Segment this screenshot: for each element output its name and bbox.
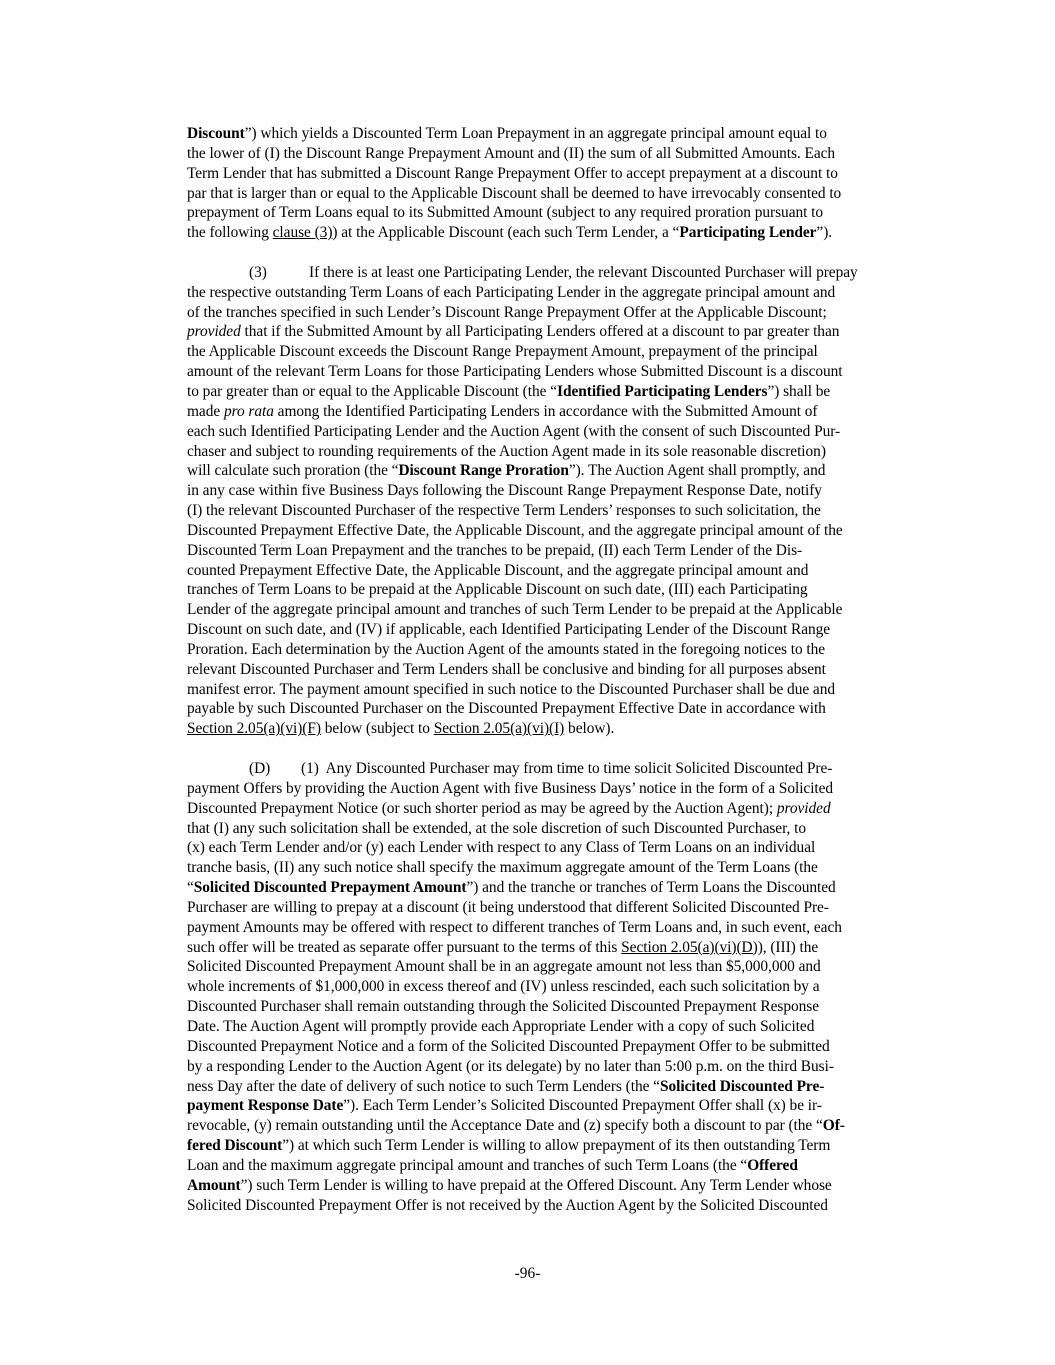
section-reference-d: Section 2.05(a)(vi)(D) xyxy=(621,938,758,956)
para2-line-23: payable by such Discounted Purchaser on the Discounted Prepayment Effective Date in accordance with xyxy=(187,700,826,718)
para2-line-18: Lender of the aggregate principal amount and tranches of such Term Lender to be prepaid at the Applicable xyxy=(187,601,843,619)
para3-line-2: payment Offers by providing the Auction Agent with five Business Days’ notice in the form of a Solicited xyxy=(187,779,834,797)
para3-line-18: payment Response Date”). Each Term Lender’s Solicited Discounted Prepayment Offer shall (x) be ir- xyxy=(187,1097,822,1115)
para2-line-16: counted Prepayment Effective Date, the Applicable Discount, and the aggregate principal amount and xyxy=(187,561,809,579)
para3-line-17: ness Day after the date of delivery of such notice to such Term Lenders (the “Solicited Discounted Pre- xyxy=(187,1077,825,1095)
para2-line-10: chaser and subject to rounding requirements of the Auction Agent made in its sole reasonable discretion) xyxy=(187,442,826,460)
para3-line-16: by a responding Lender to the Auction Agent (or its delegate) by no later than 5:00 p.m. on the third Busi- xyxy=(187,1057,834,1075)
para2-line-22: manifest error. The payment amount specified in such notice to the Discounted Purchaser shall be due and xyxy=(187,680,836,698)
para2-line-12: in any case within five Business Days following the Discount Range Prepayment Response Date, notify xyxy=(187,482,822,500)
para3-line-23: Solicited Discounted Prepayment Offer is not received by the Auction Agent by the Solicited Discounted xyxy=(187,1196,828,1214)
para3-line-1: (D) (1) Any Discounted Purchaser may from time to time solicit Solicited Discounted Pre- xyxy=(249,760,833,777)
para2-line-2: the respective outstanding Term Loans of each Participating Lender in the aggregate principal amount and xyxy=(187,283,836,301)
para3-line-8: Purchaser are willing to prepay at a discount (it being understood that different Solicited Discounted Pre- xyxy=(187,898,829,916)
para2-line-4: provided that if the Submitted Amount by all Participating Lenders offered at a discount to par greater than xyxy=(187,323,840,341)
para3-line-3: Discounted Prepayment Notice (or such shorter period as may be agreed by the Auction Agent); provided xyxy=(187,799,831,817)
clause-number: (1) xyxy=(301,760,319,777)
para1-line-6: the following clause (3)) at the Applicable Discount (each such Term Lender, a “Participating Lender”). xyxy=(187,224,833,242)
para1-line-1: Discount”) which yields a Discounted Term Loan Prepayment in an aggregate principal amount equal to xyxy=(187,125,827,142)
para2-line-19: Discount on such date, and (IV) if applicable, each Identified Participating Lender of the Discount Range xyxy=(187,621,831,639)
para3-line-22: Amount”) such Term Lender is willing to have prepaid at the Offered Discount. Any Term Lender whose xyxy=(187,1176,832,1194)
para1-line-4: par that is larger than or equal to the Applicable Discount shall be deemed to have irrevocably consented to xyxy=(187,184,842,202)
para3-line-11: Solicited Discounted Prepayment Amount shall be in an aggregate amount not less than $5,000,000 and xyxy=(187,958,821,976)
para3-line-10: such offer will be treated as separate offer pursuant to the terms of this Section 2.05(a)(vi)(D)), (III) the xyxy=(187,938,819,956)
para3-line-14: Date. The Auction Agent will promptly provide each Appropriate Lender with a copy of such Solicited xyxy=(187,1017,815,1035)
section-reference-i: Section 2.05(a)(vi)(I) xyxy=(433,720,565,738)
body-text xyxy=(187,124,933,1215)
section-reference-f: Section 2.05(a)(vi)(F) xyxy=(187,720,321,738)
para3-line-4: that (I) any such solicitation shall be extended, at the sole discretion of such Discounted Purchaser, to xyxy=(187,819,806,837)
para3-line-12: whole increments of $1,000,000 in excess thereof and (IV) unless rescinded, each such solicitation by a xyxy=(187,978,820,996)
para2-line-15: Discounted Term Loan Prepayment and the tranches to be prepaid, (II) each Term Lender of the Dis- xyxy=(187,541,803,559)
para2-line-5: the Applicable Discount exceeds the Discount Range Prepayment Amount, prepayment of the principal xyxy=(187,343,818,361)
para1-line-2: the lower of (I) the Discount Range Prepayment Amount and (II) the sum of all Submitted Amounts. Each xyxy=(187,144,836,162)
para2-line-17: tranches of Term Loans to be prepaid at the Applicable Discount on such date, (III) each Participating xyxy=(187,581,808,599)
para3-line-6: tranche basis, (II) any such notice shall specify the maximum aggregate amount of the Term Loans (the xyxy=(187,859,818,877)
para2-line-6: amount of the relevant Term Loans for those Participating Lenders whose Submitted Discount is a discount xyxy=(187,363,843,381)
para3-line-20: fered Discount”) at which such Term Lender is willing to allow prepayment of its then outstanding Term xyxy=(187,1137,831,1155)
paragraph-gap xyxy=(187,739,933,759)
para2-line-8: made pro rata among the Identified Participating Lenders in accordance with the Submitted Amount of xyxy=(187,402,818,420)
para2-line-7: to par greater than or equal to the Applicable Discount (the “Identified Participating Lenders”) shall be xyxy=(187,382,831,400)
para2-line-21: relevant Discounted Purchaser and Term Lenders shall be conclusive and binding for all purposes absent xyxy=(187,660,826,678)
para3-line-7: “Solicited Discounted Prepayment Amount”) and the tranche or tranches of Term Loans the Discounted xyxy=(187,879,836,897)
para2-line-3: of the tranches specified in such Lender’s Discount Range Prepayment Offer at the Applicable Discount; xyxy=(187,303,827,321)
para3-line-15: Discounted Prepayment Notice and a form of the Solicited Discounted Prepayment Offer to be submitted xyxy=(187,1037,830,1055)
para3-line-19: revocable, (y) remain outstanding until the Acceptance Date and (z) specify both a discount to par (the “Of- xyxy=(187,1117,845,1135)
para1-line-3: Term Lender that has submitted a Discount Range Prepayment Offer to accept prepayment at a discount to xyxy=(187,164,838,182)
paragraph-gap xyxy=(187,243,933,263)
clause-3-reference: clause (3) xyxy=(272,224,333,242)
para2-line-14: Discounted Prepayment Effective Date, the Applicable Discount, and the aggregate principal amount of the xyxy=(187,521,843,539)
page-number: -96- xyxy=(514,1265,541,1282)
para3-line-9: payment Amounts may be offered with respect to different tranches of Term Loans and, in such event, each xyxy=(187,918,842,936)
para2-line-11: will calculate such proration (the “Discount Range Proration”). The Auction Agent shall promptly, and xyxy=(187,462,826,480)
section-letter: (D) xyxy=(249,760,271,777)
para2-line-9: each such Identified Participating Lender and the Auction Agent (with the consent of such Discounted Pur- xyxy=(187,422,841,440)
para2-line-1: (3) If there is at least one Participating Lender, the relevant Discounted Purchaser will prepay xyxy=(249,263,858,281)
clause-number: (3) xyxy=(249,263,267,281)
para3-line-13: Discounted Purchaser shall remain outstanding through the Solicited Discounted Prepayment Response xyxy=(187,998,819,1016)
para3-line-21: Loan and the maximum aggregate principal amount and tranches of such Term Loans (the “Offered xyxy=(187,1156,798,1174)
para2-line-20: Proration. Each determination by the Auction Agent of the amounts stated in the foregoing notices to the xyxy=(187,640,826,658)
para2-line-13: (I) the relevant Discounted Purchaser of the respective Term Lenders’ responses to such solicitation, the xyxy=(187,502,821,520)
para2-line-24: Section 2.05(a)(vi)(F) below (subject to Section 2.05(a)(vi)(I) below). xyxy=(187,720,615,738)
para1-line-5: prepayment of Term Loans equal to its Submitted Amount (subject to any required proration pursuant to xyxy=(187,204,824,222)
para3-line-5: (x) each Term Lender and/or (y) each Lender with respect to any Class of Term Loans on an individual xyxy=(187,839,816,857)
